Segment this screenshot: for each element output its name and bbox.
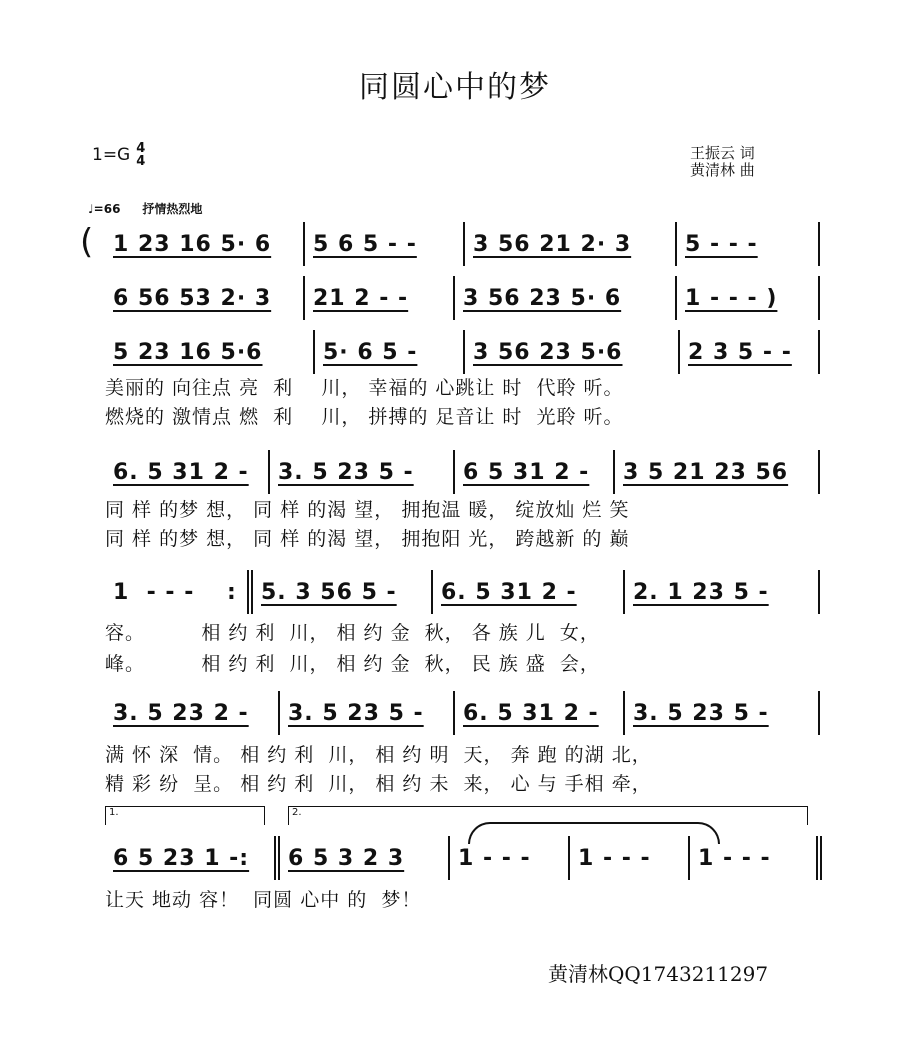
measure: 2. 1 23 5 - [625, 570, 820, 614]
measure: 1 - - - [113, 579, 195, 605]
lyrics-verse-2: 燃烧的 激情点 燃 利 川， 拼搏的 足音让 时 光聆 听。 [105, 406, 624, 428]
measure: 6. 5 31 2 - [433, 570, 625, 614]
staff-row-4 [105, 450, 820, 494]
measure-final: 1 - - - [690, 836, 822, 880]
time-signature [136, 142, 145, 168]
song-title: 同圆心中的梦 [359, 70, 551, 105]
lyrics-verse-1: 容。 相 约 利 川， 相 约 金 秋， 各 族 儿 女， [105, 622, 600, 644]
volta-2: 2. [288, 806, 808, 825]
staff-row-7 [105, 836, 822, 880]
measure: 3 56 21 2· 3 [465, 222, 677, 266]
staff-row-6 [105, 691, 820, 735]
measure: 1 - - - [570, 836, 690, 880]
lyrics-verse-1: 同 样 的梦 想， 同 样 的渴 望， 拥抱温 暖， 绽放灿 烂 笑 [105, 499, 630, 521]
measure: 3 56 23 5·6 [465, 330, 680, 374]
staff-row-1 [105, 222, 820, 266]
measure: 5. 3 56 5 - [253, 570, 433, 614]
credits [690, 145, 755, 179]
measure: 3. 5 23 5 - [270, 450, 455, 494]
measure: 5 23 16 5·6 [105, 330, 315, 374]
measure: 6 56 53 2· 3 [105, 276, 305, 320]
measure: 3. 5 23 2 - [105, 691, 280, 735]
repeat-sign: : [225, 570, 253, 614]
lyricist: 王振云 词 [690, 144, 755, 162]
measure: 6. 5 31 2 - [105, 450, 270, 494]
measure: 3 56 23 5· 6 [455, 276, 677, 320]
measure: 1 - - - [450, 836, 570, 880]
key-signature [92, 142, 145, 168]
tempo-marking [88, 200, 224, 217]
measure: 5 6 5 - - [305, 222, 465, 266]
lyrics-verse-1: 满 怀 深 情。 相 约 利 川， 相 约 明 天， 奔 跑 的湖 北， [105, 744, 652, 766]
staff-row-3 [105, 330, 820, 374]
measure: 1 23 16 5· 6 [105, 222, 305, 266]
tempo-mark: ♩=66 [88, 202, 121, 216]
measure: 6 5 23 1 -: [105, 836, 280, 880]
measure: 5 - - - [677, 222, 820, 266]
staff-row-5 [105, 570, 820, 614]
expression: 抒情热烈地 [142, 202, 203, 216]
lyrics-verse-2: 峰。 相 约 利 川， 相 约 金 秋， 民 族 盛 会， [105, 653, 600, 675]
measure: 6 5 31 2 - [455, 450, 615, 494]
time-sig-top: 4 [136, 141, 146, 156]
measure: 6 5 3 2 3 [280, 836, 450, 880]
author-signature: 黄清林QQ1743211297 [548, 962, 769, 986]
time-sig-bottom: 4 [136, 154, 146, 169]
volta-1: 1. [105, 806, 265, 825]
lyrics-verse-2: 精 彩 纷 呈。 相 约 利 川， 相 约 未 来， 心 与 手相 牵， [105, 773, 652, 795]
measure: 3 5 21 23 56 [615, 450, 820, 494]
intro-paren: ( [80, 222, 94, 262]
lyrics-ending: 让天 地动 容！ 同圆 心中 的 梦！ [105, 889, 422, 911]
measure: 2 3 5 - - [680, 330, 820, 374]
measure: 6. 5 31 2 - [455, 691, 625, 735]
measure: 3. 5 23 5 - [280, 691, 455, 735]
measure: 21 2 - - [305, 276, 455, 320]
lyrics-verse-1: 美丽的 向往点 亮 利 川， 幸福的 心跳让 时 代聆 听。 [105, 377, 624, 399]
measure: 1 - - - ) [677, 276, 820, 320]
staff-row-2 [105, 276, 820, 320]
key-label: 1=G [92, 145, 131, 165]
measure: 5· 6 5 - [315, 330, 465, 374]
lyrics-verse-2: 同 样 的梦 想， 同 样 的渴 望， 拥抱阳 光， 跨越新 的 巅 [105, 528, 630, 550]
measure: 3. 5 23 5 - [625, 691, 820, 735]
composer: 黄清林 曲 [690, 161, 755, 179]
